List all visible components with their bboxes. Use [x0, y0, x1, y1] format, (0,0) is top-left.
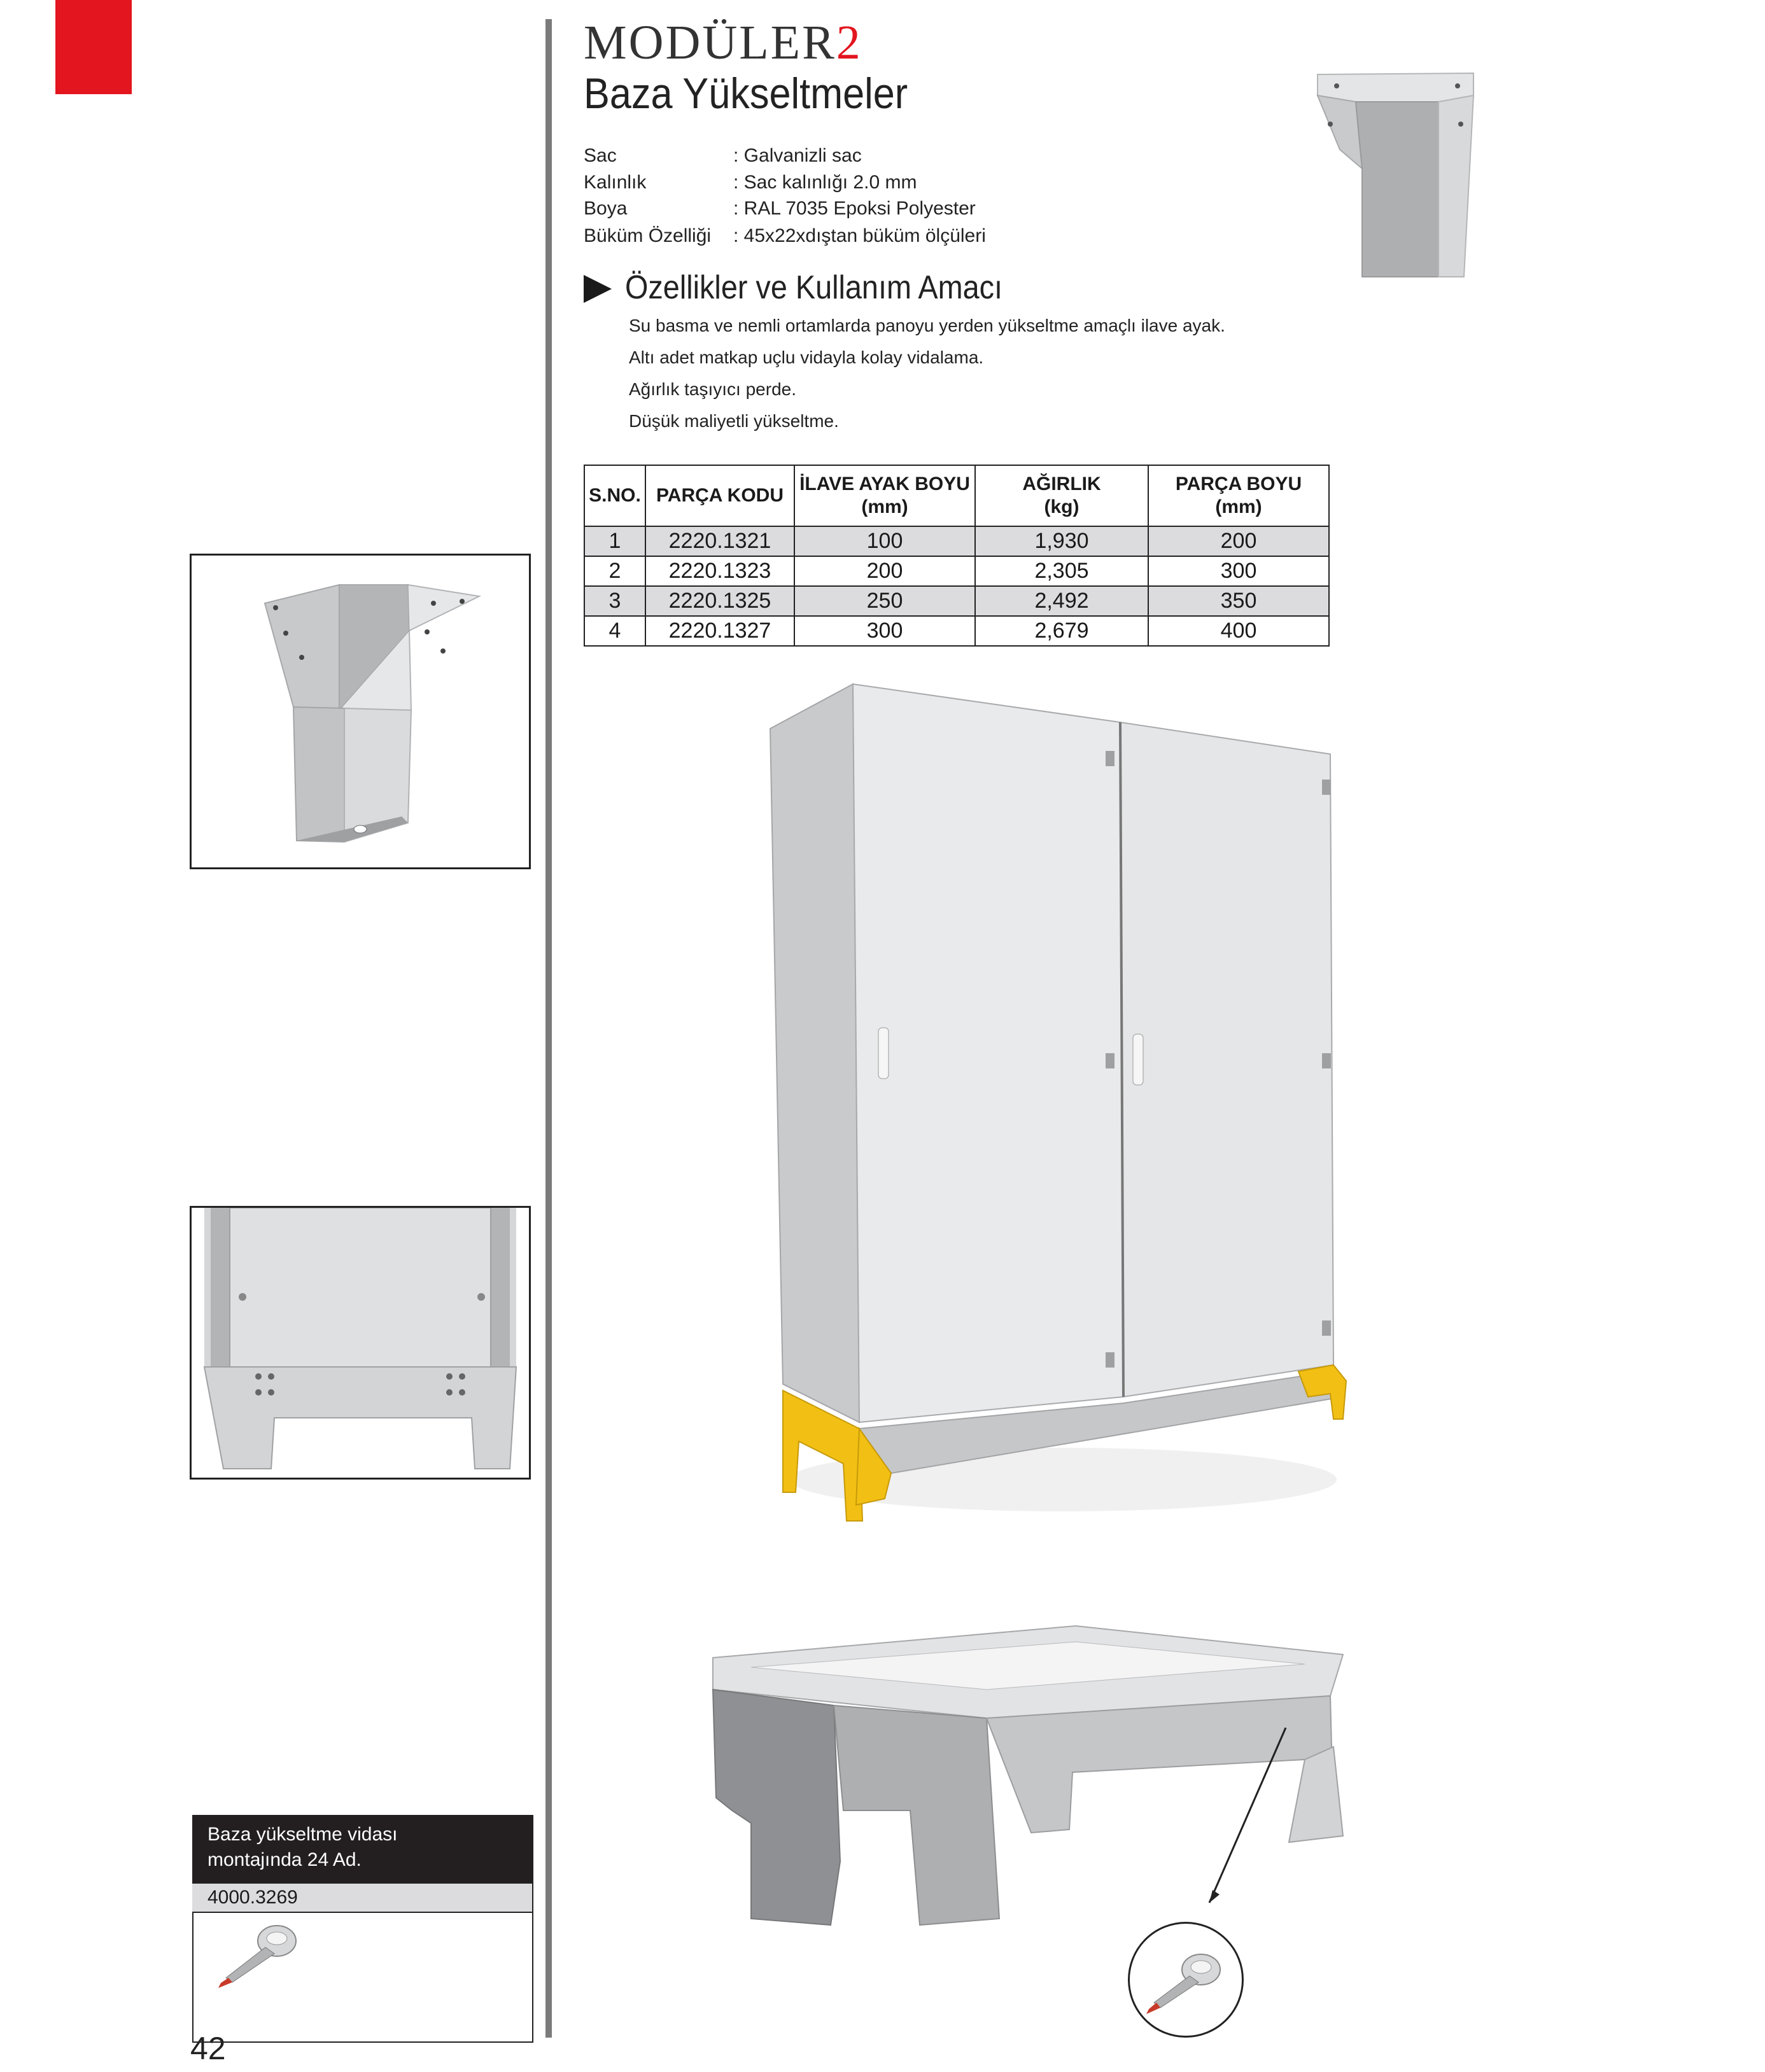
features-heading: Özellikler ve Kullanım Amacı — [625, 269, 1003, 306]
column-header: S.NO. — [584, 465, 645, 526]
table-cell: 2,305 — [975, 556, 1148, 586]
table-header-row — [584, 465, 1329, 526]
table-cell: 250 — [794, 586, 975, 616]
table-cell: 2220.1321 — [645, 526, 794, 556]
mounted-riser-image — [192, 1208, 529, 1478]
table-cell: 200 — [1148, 526, 1329, 556]
screw-detail-icon — [1130, 1924, 1242, 2036]
table-row — [584, 586, 1329, 616]
column-header: İLAVE AYAK BOYU (mm) — [794, 465, 975, 526]
brand-number: 2 — [836, 16, 862, 69]
table-cell: 200 — [794, 556, 975, 586]
spec-row — [584, 172, 917, 193]
column-header: AĞIRLIK (kg) — [975, 465, 1148, 526]
column-header: PARÇA BOYU (mm) — [1148, 465, 1329, 526]
table-cell: 2220.1327 — [645, 616, 794, 646]
table-cell: 350 — [1148, 586, 1329, 616]
table-cell: 2 — [584, 556, 645, 586]
parts-table — [584, 465, 1330, 647]
spec-label: Büküm Özelliği — [584, 225, 712, 246]
spec-value: : Sac kalınlığı 2.0 mm — [733, 172, 917, 193]
column-header: PARÇA KODU — [645, 465, 794, 526]
table-cell: 300 — [794, 616, 975, 646]
accessory-line-2: montajında 24 Ad. — [207, 1849, 362, 1870]
table-cell: 2,679 — [975, 616, 1148, 646]
play-arrow-icon — [584, 275, 612, 303]
spec-label: Boya — [584, 198, 628, 219]
spec-value: : 45x22xdıştan büküm ölçüleri — [733, 225, 986, 246]
screw-icon — [213, 1922, 302, 1992]
spec-label: Kalınlık — [584, 172, 647, 193]
riser-bracket-image — [1311, 67, 1483, 283]
mounted-riser-frame — [190, 1206, 531, 1480]
feature-item: Altı adet matkap uçlu vidayla kolay vidalama. — [629, 347, 984, 367]
vertical-divider — [545, 19, 552, 2038]
page-title: Baza Yükseltmeler — [584, 69, 908, 118]
screw-zoom-bubble — [1128, 1922, 1244, 2038]
table-row — [584, 556, 1329, 586]
accessory-code: 4000.3269 — [207, 1887, 298, 1908]
table-cell: 2220.1325 — [645, 586, 794, 616]
feature-item: Su basma ve nemli ortamlarda panoyu yerden yükseltme amaçlı ilave ayak. — [629, 316, 1225, 335]
accessory-line-1: Baza yükseltme vidası — [207, 1824, 398, 1845]
spec-row — [584, 225, 986, 247]
spec-label: Sac — [584, 145, 617, 166]
table-cell: 2220.1323 — [645, 556, 794, 586]
spec-row — [584, 145, 862, 167]
feature-item: Ağırlık taşıyıcı perde. — [629, 379, 796, 399]
riser-bracket-detail-image — [192, 556, 529, 867]
corner-color-tab — [55, 0, 132, 94]
page-number: 42 — [190, 2031, 226, 2066]
brand-logo — [584, 15, 862, 71]
feature-item: Düşük maliyetli yükseltme. — [629, 411, 839, 431]
riser-base-frame-image — [707, 1620, 1356, 1931]
table-row — [584, 616, 1329, 646]
accessory-code-bar — [192, 1882, 532, 1913]
table-cell: 2,492 — [975, 586, 1148, 616]
brand-name: MODÜLER — [584, 16, 836, 69]
table-cell: 1,930 — [975, 526, 1148, 556]
table-cell: 400 — [1148, 616, 1329, 646]
spec-value: : Galvanizli sac — [733, 145, 862, 166]
bracket-detail-frame — [190, 554, 531, 869]
spec-value: : RAL 7035 Epoksi Polyester — [733, 198, 976, 219]
table-row — [584, 526, 1329, 556]
table-cell: 100 — [794, 526, 975, 556]
table-cell: 300 — [1148, 556, 1329, 586]
table-cell: 3 — [584, 586, 645, 616]
table-cell: 1 — [584, 526, 645, 556]
spec-row — [584, 198, 976, 220]
accessory-description — [192, 1815, 532, 1882]
table-cell: 4 — [584, 616, 645, 646]
cabinet-on-risers-image — [732, 678, 1407, 1530]
